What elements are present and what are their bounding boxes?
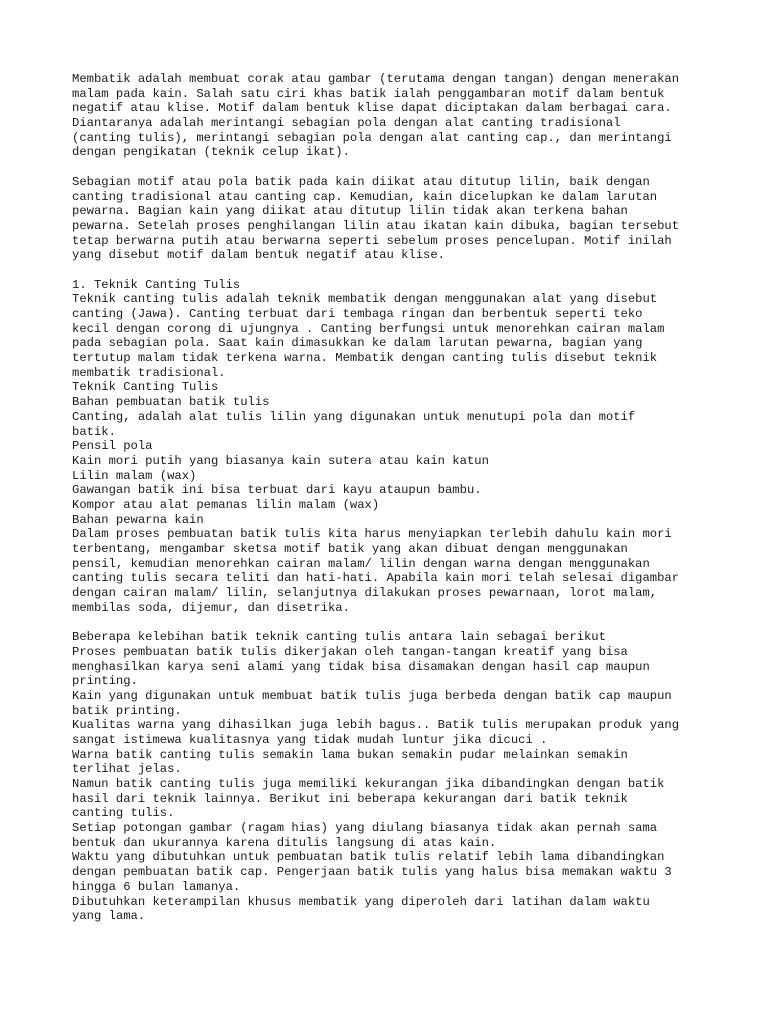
text-line: yang disebut motif dalam bentuk negatif atau klise. — [72, 248, 445, 263]
text-line: hingga 6 bulan lamanya. — [72, 879, 241, 894]
text-line: dengan cairan malam/ lilin, selanjutnya dilakukan proses pewarnaan, lorot malam, — [72, 586, 658, 601]
text-line: tertutup malam tidak terkena warna. Membatik dengan canting tulis disebut teknik — [72, 351, 658, 366]
text-line: dengan pembuatan batik cap. Pengerjaan batik tulis yang halus bisa memakan waktu 3 — [72, 865, 672, 880]
blank-line — [72, 263, 712, 278]
text-line: malam pada kain. Salah satu ciri khas batik ialah penggambaran motif dalam bentuk — [72, 86, 665, 101]
text-line: terbentang, mengambar sketsa motif batik yang akan dibuat dengan menggunakan — [72, 542, 628, 556]
text-line: Proses pembuatan batik tulis dikerjakan oleh tangan-tangan kreatif yang bisa — [72, 644, 628, 659]
text-line: batik printing. — [72, 703, 182, 718]
text-line: Beberapa kelebihan batik teknik canting tulis antara lain sebagai berikut — [72, 630, 606, 645]
text-line: pewarna. Bagian kain yang diikat atau ditutup lilin tidak akan terkena bahan — [72, 204, 628, 219]
text-line: terlihat jelas. — [72, 762, 182, 777]
blank-line — [72, 615, 712, 630]
text-line: Gawangan batik ini bisa terbuat dari kayu ataupun bambu. — [72, 483, 482, 498]
text-line: Pensil pola — [72, 439, 153, 454]
text-line: (canting tulis), merintangi sebagian pola dengan alat canting cap., dan merintangi — [72, 130, 672, 145]
text-line: hasil dari teknik lainnya. Berikut ini beberapa kekurangan dari batik teknik — [72, 791, 628, 806]
text-line: Kompor atau alat pemanas lilin malam (wax) — [72, 497, 380, 512]
text-line: yang lama. — [72, 909, 146, 924]
text-line: pada sebagian pola. Saat kain dimasukkan ke dalam larutan pewarna, bagian yang — [72, 336, 643, 351]
text-line: Lilin malam (wax) — [72, 468, 197, 483]
section-heading: 1. Teknik Canting Tulis — [72, 277, 241, 292]
blank-line — [72, 160, 712, 175]
text-line: negatif atau klise. Motif dalam bentuk klise dapat diciptakan dalam berbagai cara. — [72, 101, 672, 116]
text-line: Setiap potongan gambar (ragam hias) yang diulang biasanya tidak akan pernah sama — [72, 821, 658, 836]
text-line: pewarna. Setelah proses penghilangan lilin atau ikatan kain dibuka, bagian tersebut — [72, 218, 680, 233]
text-line: pensil, kemudian menorehkan cairan malam/ lilin dengan warna dengan menggunakan — [72, 556, 650, 571]
text-line: Waktu yang dibutuhkan untuk pembuatan batik tulis relatif lebih lama dibandingkan — [72, 850, 665, 865]
document-page — [72, 72, 712, 924]
text-line: dengan pengikatan (teknik celup ikat). — [72, 145, 350, 160]
text-line: bentuk dan ukurannya karena ditulis langsung di atas kain. — [72, 835, 497, 850]
text-line: canting tradisional atau canting cap. Kemudian, kain dicelupkan ke dalam larutan — [72, 189, 658, 204]
text-line: Teknik canting tulis adalah teknik membatik dengan menggunakan alat yang disebut — [72, 292, 658, 307]
text-line: Kualitas warna yang dihasilkan juga lebih bagus.. Batik tulis merupakan produk yang — [72, 718, 680, 733]
text-line: Kain yang digunakan untuk membuat batik tulis juga berbeda dengan batik cap maupun — [72, 688, 672, 703]
text-line: Namun batik canting tulis juga memiliki kekurangan jika dibandingkan dengan batik — [72, 777, 665, 791]
text-line: Teknik Canting Tulis — [72, 380, 219, 395]
text-line: printing. — [72, 674, 138, 689]
text-line: canting tulis secara teliti dan hati-hati. Apabila kain mori telah selesai digambar — [72, 571, 680, 586]
text-line: Bahan pembuatan batik tulis — [72, 395, 270, 410]
text-line: Diantaranya adalah merintangi sebagian pola dengan alat canting tradisional — [72, 116, 621, 131]
text-line: sangat istimewa kualitasnya yang tidak mudah luntur jika dicuci . — [72, 732, 548, 747]
text-line: membilas soda, dijemur, dan disetrika. — [72, 600, 350, 615]
text-line: Canting, adalah alat tulis lilin yang digunakan untuk menutupi pola dan motif — [72, 409, 636, 424]
text-line: batik. — [72, 424, 116, 439]
text-line: membatik tradisional. — [72, 365, 226, 380]
text-line: canting tulis. — [72, 806, 175, 821]
text-line: Sebagian motif atau pola batik pada kain diikat atau ditutup lilin, baik dengan — [72, 174, 650, 189]
text-line: Kain mori putih yang biasanya kain sutera atau kain katun — [72, 453, 489, 468]
text-line: kecil dengan corong di ujungnya . Canting berfungsi untuk menorehkan cairan malam — [72, 321, 665, 336]
text-line: tetap berwarna putih atau berwarna seperti sebelum proses pencelupan. Motif inilah — [72, 233, 672, 248]
text-line: Membatik adalah membuat corak atau gambar (terutama dengan tangan) dengan menerakan — [72, 72, 680, 86]
text-line: Warna batik canting tulis semakin lama bukan semakin pudar melainkan semakin — [72, 747, 628, 762]
text-line: menghasilkan karya seni alami yang tidak bisa disamakan dengan hasil cap maupun — [72, 659, 650, 674]
text-line: Dalam proses pembuatan batik tulis kita harus menyiapkan terlebih dahulu kain mori — [72, 527, 672, 542]
text-line: canting (Jawa). Canting terbuat dari tembaga ringan dan berbentuk seperti teko — [72, 307, 643, 321]
text-line: Dibutuhkan keterampilan khusus membatik yang diperoleh dari latihan dalam waktu — [72, 894, 650, 909]
text-line: Bahan pewarna kain — [72, 512, 204, 527]
